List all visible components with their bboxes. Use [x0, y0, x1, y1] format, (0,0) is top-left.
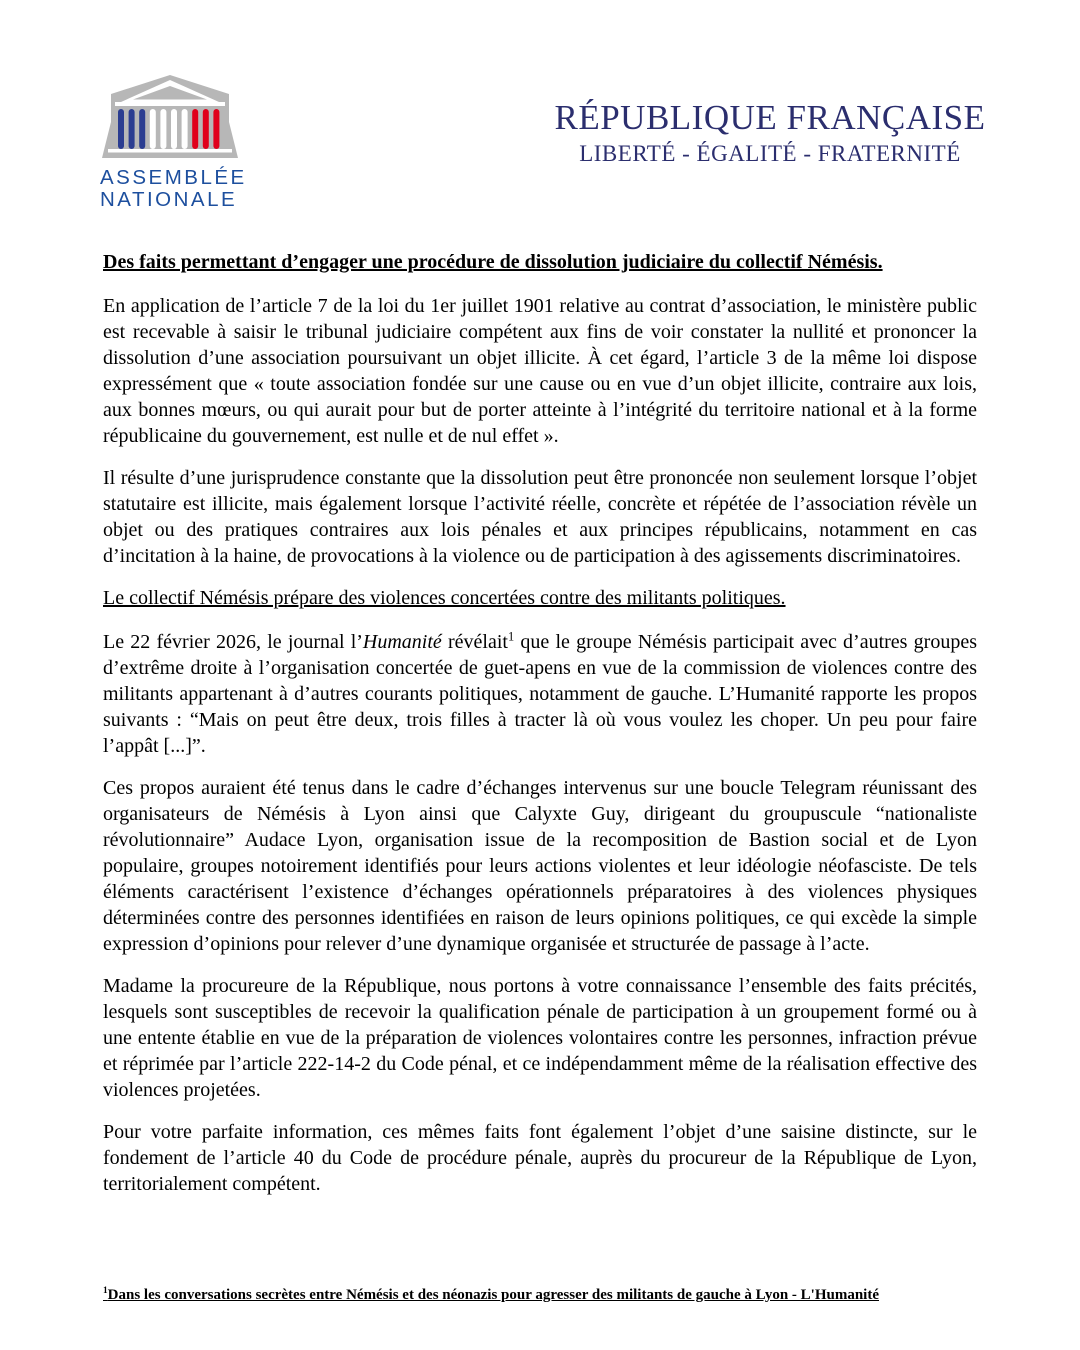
assemblee-nationale-emblem-icon — [100, 74, 240, 164]
republic-header — [540, 98, 1000, 167]
assemblee-nationale-logo — [100, 74, 270, 210]
footnote — [103, 1286, 977, 1304]
paragraph-5: Madame la procureure de la République, nous portons à votre connaissance l’ensemble des faits précités, lesquels sont susceptibles de recevoir la qualification pénale de participation à un groupement formé ou à une entente établie en vue de la préparation de violences volontaires contre les personnes, infraction prévue et réprimée par l’article 222-14-2 du Code pénal, et ce indépendamment même de la réalisation effective des violences projetées. — [103, 975, 977, 1101]
logo-caption-line2: NATIONALE — [100, 187, 238, 211]
paragraph-4: Ces propos auraient été tenus dans le cadre d’échanges intervenus sur une boucle Telegram réunissant des organisateurs de Némésis à Lyon ainsi que Calyxte Guy, dirigeant du groupuscule “nationaliste révolutionnaire” Audace Lyon, organisation issue de la recomposition de Bastion social et de Lyon populaire, groupes notoirement identifiés pour leurs actions violentes et leur idéologie néofasciste. De tels éléments caractérisent l’existence d’échanges opérationnels préparatoires à des violences physiques déterminées contre des personnes identifiées en raison de leurs opinions politiques, ce qui excède la simple expression d’opinions pour relever d’une dynamique organisée et structurée de passage à l’acte. — [103, 777, 977, 955]
footnote-link[interactable] — [103, 1287, 879, 1303]
footnote-text: Dans les conversations secrètes entre Némésis et des néonazis pour agresser des militants de gauche à Lyon - L'Humanité — [107, 1287, 879, 1303]
footnote-marker: 1 — [103, 1286, 108, 1296]
document-title: Des faits permettant d’engager une procédure de dissolution judiciaire du collectif Némésis. — [103, 251, 883, 273]
paragraph-2: Il résulte d’une jurisprudence constante que la dissolution peut être prononcée non seulement lorsque l’objet statutaire est illicite, mais également lorsque l’activité réelle, concrète et répétée de l’association révèle un objet ou des pratiques contraires aux lois pénales et aux principes républicains, notamment en cas d’incitation à la haine, de provocations à la violence ou de participation à des agissements discriminatoires. — [103, 467, 977, 567]
republic-motto: LIBERTÉ - ÉGALITÉ - FRATERNITÉ — [579, 141, 961, 166]
document-body — [103, 249, 977, 1213]
paragraph-3: Le 22 février 2026, le journal l’Humanité révélait$^1$ que le groupe Némésis participait avec d’autres groupes d’extrême droite à l’organisation concertée de guet-apens en vue de la commission de violences contre des militants appartenant à d’autres courants politiques, notamment de gauche. L’Humanité rapporte les propos suivants : “Mais on peut être deux, trois filles à tracter là où vous voulez les choper. Un peu pour faire l’appât [...]”. — [103, 629, 977, 757]
paragraph-1: En application de l’article 7 de la loi du 1er juillet 1901 relative au contrat d’association, le ministère public est recevable à saisir le tribunal judiciaire compétent aux fins de voir constater la nullité et prononcer la dissolution d’une association poursuivant un objet illicite. À cet égard, l’article 3 de la même loi dispose expressément que « toute association fondée sur une cause ou en vue d’un objet illicite, contraire aux lois, aux bonnes mœurs, ou qui aurait pour but de porter atteinte à l’intégrité du territoire national et à la forme républicaine du gouvernement, est nulle et de nul effet ». — [103, 295, 977, 447]
paragraph-6: Pour votre parfaite information, ces mêmes faits font également l’objet d’une saisine distincte, sur le fondement de l’article 40 du Code de procédure pénale, auprès du procureur de la République de Lyon, territorialement compétent. — [103, 1121, 977, 1195]
document-subheading: Le collectif Némésis prépare des violences concertées contre des militants politiques. — [103, 587, 786, 609]
logo-caption-line1: ASSEMBLÉE — [100, 166, 247, 189]
republic-title: RÉPUBLIQUE FRANÇAISE — [554, 98, 986, 137]
logo-caption — [100, 167, 270, 210]
